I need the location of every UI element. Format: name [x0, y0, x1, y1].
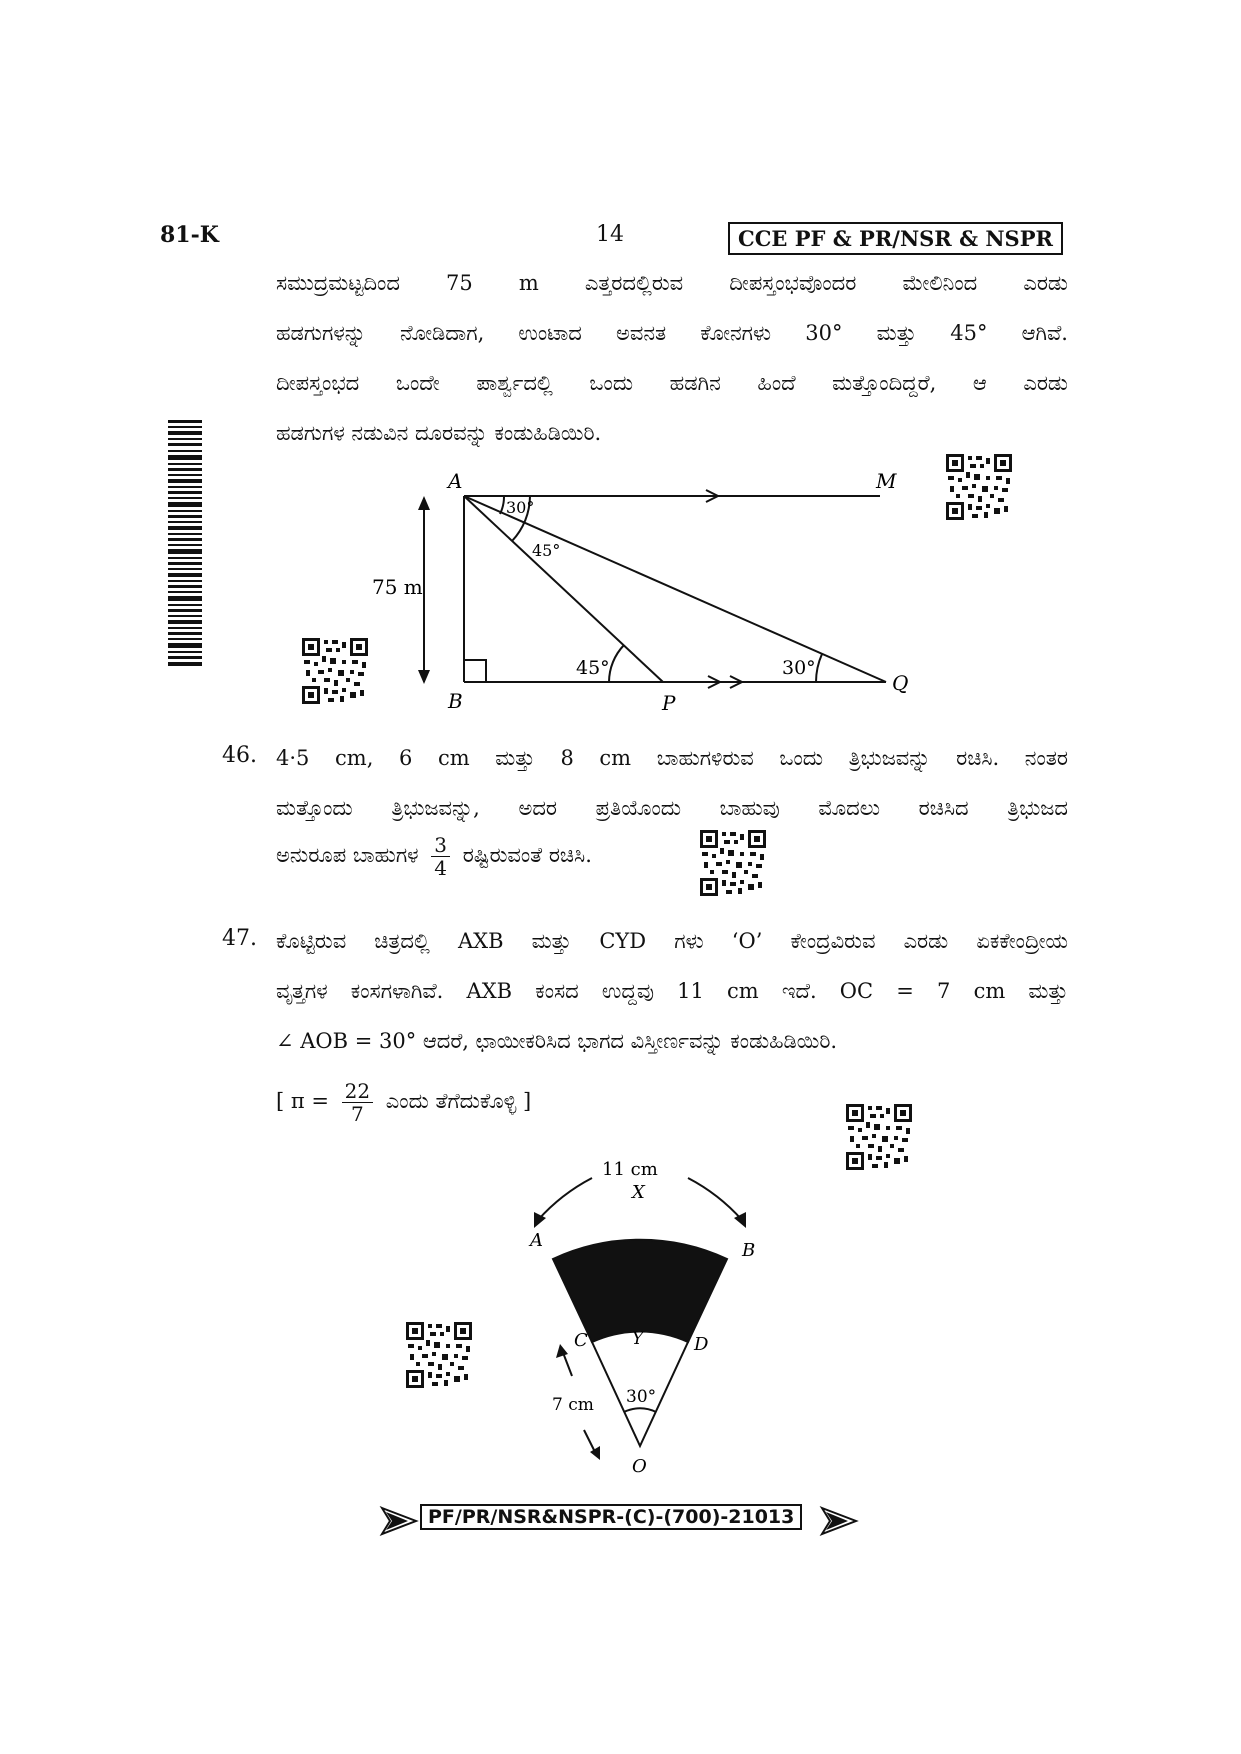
exam-title: CCE PF & PR/NSR & NSPR: [728, 222, 1063, 255]
arrow-icon: [380, 1506, 418, 1536]
arc-length-label: 11 cm: [602, 1159, 658, 1180]
q47-line-1: ಕೊಟ್ಟಿರುವ ಚಿತ್ರದಲ್ಲಿ AXB ಮತ್ತು CYD ಗಳು ‘O’ ಕೇಂದ್ರವಿರುವ ಎರಡು ಏಕಕೇಂದ್ರೀಯ: [276, 929, 1068, 953]
sector-figure: [500, 1140, 820, 1480]
pi-note: [276, 1080, 531, 1125]
label-C: C: [574, 1330, 588, 1351]
q47-line-2: ವೃತ್ತಗಳ ಕಂಸಗಳಾಗಿವೆ. AXB ಕಂಸದ ಉದ್ದವು 11 cm ಇದೆ. OC = 7 cm ಮತ್ತು: [276, 979, 1068, 1003]
footer-code: PF/PR/NSR&NSPR-(C)-(700)-21013: [420, 1504, 802, 1530]
page-number: 14: [596, 222, 624, 247]
pi-denominator: 7: [351, 1102, 364, 1126]
label-P: P: [662, 691, 676, 715]
side-barcode: [168, 420, 202, 668]
angle-45-at-P: 45°: [576, 657, 610, 679]
angle-30-label: 30°: [626, 1387, 657, 1407]
label-B: B: [448, 689, 463, 713]
label-B: B: [742, 1240, 756, 1261]
fraction-three-fourths: [431, 834, 450, 879]
q46-line3-after: ರಷ್ಟಿರುವಂತೆ ರಚಿಸಿ.: [462, 843, 592, 867]
fraction-numerator: 3: [431, 834, 450, 857]
fraction-denominator: 4: [434, 856, 448, 880]
pi-suffix: ಎಂದು ತೆಗೆದುಕೊಳ್ಳಿ ]: [385, 1089, 532, 1113]
label-Q: Q: [892, 671, 909, 695]
q45-line-3: ದೀಪಸ್ತಂಭದ ಒಂದೇ ಪಾರ್ಶ್ವದಲ್ಲಿ ಒಂದು ಹಡಗಿನ ಹಿಂದೆ ಮತ್ತೊಂದಿದ್ದರೆ, ಆ ಎರಡು: [276, 371, 1068, 395]
qr-code: [302, 638, 368, 704]
arrow-icon: [820, 1506, 858, 1536]
question-46-number: 46.: [222, 743, 257, 768]
pi-prefix: [ π =: [276, 1089, 329, 1113]
pi-numerator: 22: [342, 1080, 373, 1103]
q46-line-3: [276, 834, 592, 879]
label-D: D: [694, 1334, 709, 1355]
q47-line-3: ∠ AOB = 30° ಆದರೆ, ಛಾಯೀಕರಿಸಿದ ಭಾಗದ ವಿಸ್ತೀರ್ಣವನ್ನು ಕಂಡುಹಿಡಿಯಿರಿ.: [276, 1029, 838, 1053]
question-47-text: [276, 916, 1068, 1066]
label-A: A: [448, 469, 463, 493]
label-X: X: [632, 1182, 645, 1203]
q46-line-1: 4·5 cm, 6 cm ಮತ್ತು 8 cm ಬಾಹುಗಳಿರುವ ಒಂದು ತ್ರಿಭುಜವನ್ನು ರಚಿಸಿ. ನಂತರ: [276, 746, 1068, 770]
angle-45-at-A: 45°: [532, 541, 561, 560]
q45-line-1: ಸಮುದ್ರಮಟ್ಟದಿಂದ 75 m ಎತ್ತರದಲ್ಲಿರುವ ದೀಪಸ್ತಂಭವೊಂದರ ಮೇಲಿನಿಂದ ಎರಡು: [276, 271, 1068, 295]
q45-line-4: ಹಡಗುಗಳ ನಡುವಿನ ದೂರವನ್ನು ಕಂಡುಹಿಡಿಯಿರಿ.: [276, 421, 602, 445]
lighthouse-figure: [372, 460, 920, 715]
question-46-text: [276, 733, 1068, 833]
qr-code: [700, 830, 766, 896]
label-Y: Y: [632, 1329, 644, 1349]
label-M: M: [876, 469, 897, 493]
label-A: A: [530, 1230, 543, 1251]
qr-code: [406, 1322, 472, 1388]
question-47-number: 47.: [222, 926, 257, 951]
q46-line-2: ಮತ್ತೊಂದು ತ್ರಿಭುಜವನ್ನು, ಅದರ ಪ್ರತಿಯೊಂದು ಬಾಹುವು ಮೊದಲು ರಚಿಸಿದ ತ್ರಿಭುಜದ: [276, 796, 1068, 820]
angle-30-at-Q: 30°: [782, 657, 816, 679]
question-45-text: [276, 258, 1068, 458]
qr-code: [846, 1104, 912, 1170]
label-O: O: [632, 1456, 647, 1477]
fraction-22-7: [342, 1080, 373, 1125]
q45-line-2: ಹಡಗುಗಳನ್ನು ನೋಡಿದಾಗ, ಉಂಟಾದ ಅವನತ ಕೋನಗಳು 30° ಮತ್ತು 45° ಆಗಿವೆ.: [276, 321, 1068, 345]
paper-code: 81-K: [160, 222, 219, 248]
angle-30-at-A: 30°: [506, 498, 535, 517]
qr-code: [946, 454, 1012, 520]
height-label: 75 m: [372, 575, 423, 599]
q46-line3-before: ಅನುರೂಪ ಬಾಹುಗಳ: [276, 843, 419, 867]
radius-label: 7 cm: [552, 1395, 594, 1415]
